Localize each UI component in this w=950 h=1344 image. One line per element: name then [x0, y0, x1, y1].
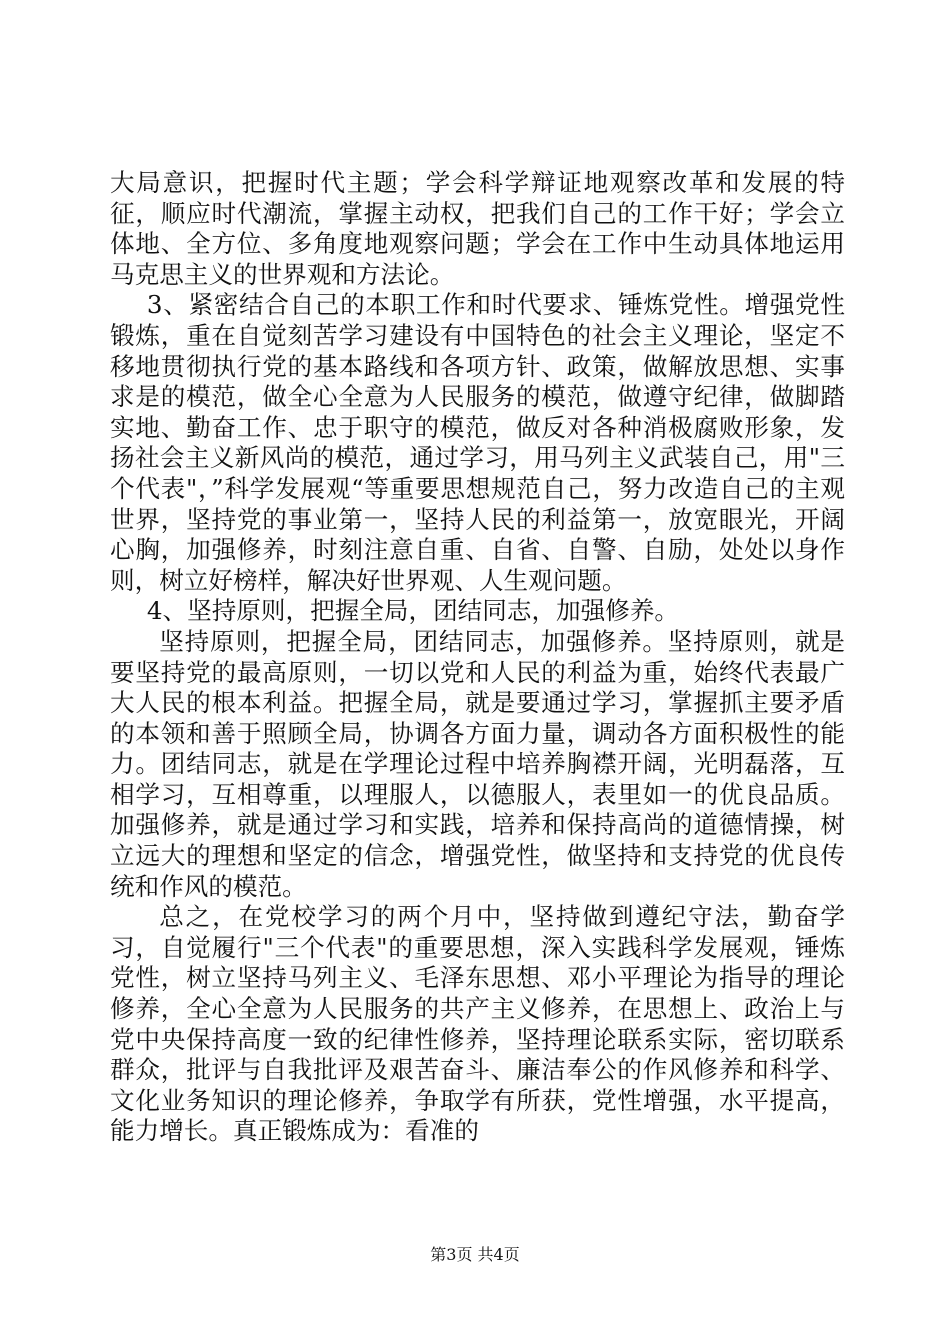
paragraph-item-3: 3、紧密结合自己的本职工作和时代要求、锤炼党性。增强党性锻炼，重在自觉刻苦学习建设有中国特色的社会主义理论，坚定不移地贯彻执行党的基本路线和各项方针、政策，做解放思想、实事求是的模范，做全心全意为人民服务的模范，做遵守纪律，做脚踏实地、勤奋工作、忠于职守的模范，做反对各种消极腐败形象，发扬社会主义新风尚的模范，通过学习，用马列主义武装自己，用"三个代表"，”科学发展观“等重要思想规范自己，努力改造自己的主观世界，坚持党的事业第一，坚持人民的利益第一，放宽眼光，开阔心胸，加强修养，时刻注意自重、自省、自警、自励，处处以身作则，树立好榜样，解决好世界观、人生观问题。 [110, 290, 845, 595]
page-footer: 第3页 共4页 [430, 1245, 520, 1264]
paragraph-continuation: 大局意识，把握时代主题；学会科学辩证地观察改革和发展的特征，顺应时代潮流，掌握主动权，把我们自己的工作干好；学会立体地、全方位、多角度地观察问题；学会在工作中生动具体地运用马克思主义的世界观和方法论。 [110, 168, 845, 289]
paragraph-item-4-heading: 4、坚持原则，把握全局，团结同志，加强修养。 [146, 596, 680, 626]
document-body [110, 168, 845, 1147]
paragraph-item-4-body: 坚持原则，把握全局，团结同志，加强修养。坚持原则，就是要坚持党的最高原则，一切以党和人民的利益为重，始终代表最广大人民的根本利益。把握全局，就是要通过学习，掌握抓主要矛盾的本领和善于照顾全局，协调各方面力量，调动各方面积极性的能力。团结同志，就是在学理论过程中培养胸襟开阔，光明磊落，互相学习，互相尊重，以理服人，以德服人，表里如一的优良品质。加强修养，就是通过学习和实践，培养和保持高尚的道德情操，树立远大的理想和坚定的信念，增强党性，做坚持和支持党的优良传统和作风的模范。 [110, 626, 845, 901]
paragraph-summary: 总之，在党校学习的两个月中，坚持做到遵纪守法，勤奋学习，自觉履行"三个代表"的重要思想，深入实践科学发展观，锤炼党性，树立坚持马列主义、毛泽东思想、邓小平理论为指导的理论修养，全心全意为人民服务的共产主义修养，在思想上、政治上与党中央保持高度一致的纪律性修养，坚持理论联系实际，密切联系群众，批评与自我批评及艰苦奋斗、廉洁奉公的作风修养和科学、文化业务知识的理论修养，争取学有所获，党性增强，水平提高，能力增长。真正锻炼成为：看准的 [110, 902, 845, 1146]
